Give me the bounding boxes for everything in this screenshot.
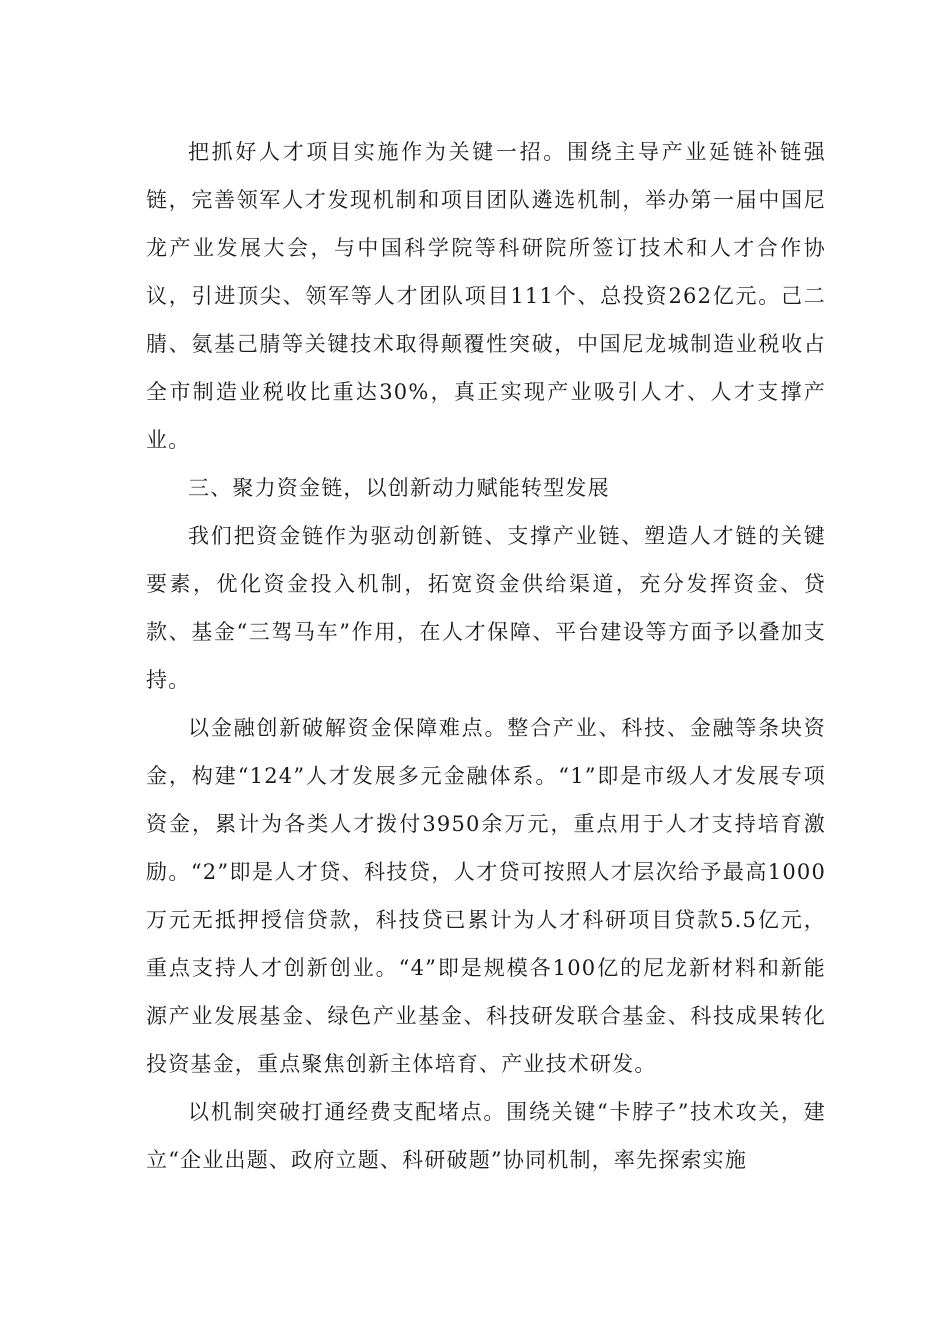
paragraph-talent-projects: 把抓好人才项目实施作为关键一招。围绕主导产业延链补链强链，完善领军人才发现机制和项目团队遴选机制，举办第一届中国尼龙产业发展大会，与中国科学院等科研院所签订技术和人才合作协议，引进顶尖、领军等人才团队项目111个、总投资262亿元。己二腈、氨基己腈等关键技术取得颠覆性突破，中国尼龙城制造业税收占全市制造业税收比重达30%，真正实现产业吸引人才、人才支撑产业。	[146, 140, 826, 452]
document-body	[146, 128, 826, 1184]
paragraph-capital-chain-intro: 我们把资金链作为驱动创新链、支撑产业链、塑造人才链的关键要素，优化资金投入机制，拓宽资金供给渠道，充分发挥资金、贷款、基金“三驾马车”作用，在人才保障、平台建设等方面予以叠加支持。	[146, 524, 826, 692]
paragraph-mechanism-breakthrough: 以机制突破打通经费支配堵点。围绕关键“卡脖子”技术攻关，建立“企业出题、政府立题、科研破题”协同机制，率先探索实施	[146, 1100, 826, 1172]
section-heading-capital-chain: 三、聚力资金链，以创新动力赋能转型发展	[188, 476, 610, 500]
paragraph-financial-innovation: 以金融创新破解资金保障难点。整合产业、科技、金融等条块资金，构建“124”人才发展多元金融体系。“1”即是市级人才发展专项资金，累计为各类人才拨付3950余万元，重点用于人才支持培育激励。“2”即是人才贷、科技贷，人才贷可按照人才层次给予最高1000万元无抵押授信贷款，科技贷已累计为人才科研项目贷款5.5亿元，重点支持人才创新创业。“4”即是规模各100亿的尼龙新材料和新能源产业发展基金、绿色产业基金、科技研发联合基金、科技成果转化投资基金，重点聚焦创新主体培育、产业技术研发。	[146, 716, 827, 1076]
